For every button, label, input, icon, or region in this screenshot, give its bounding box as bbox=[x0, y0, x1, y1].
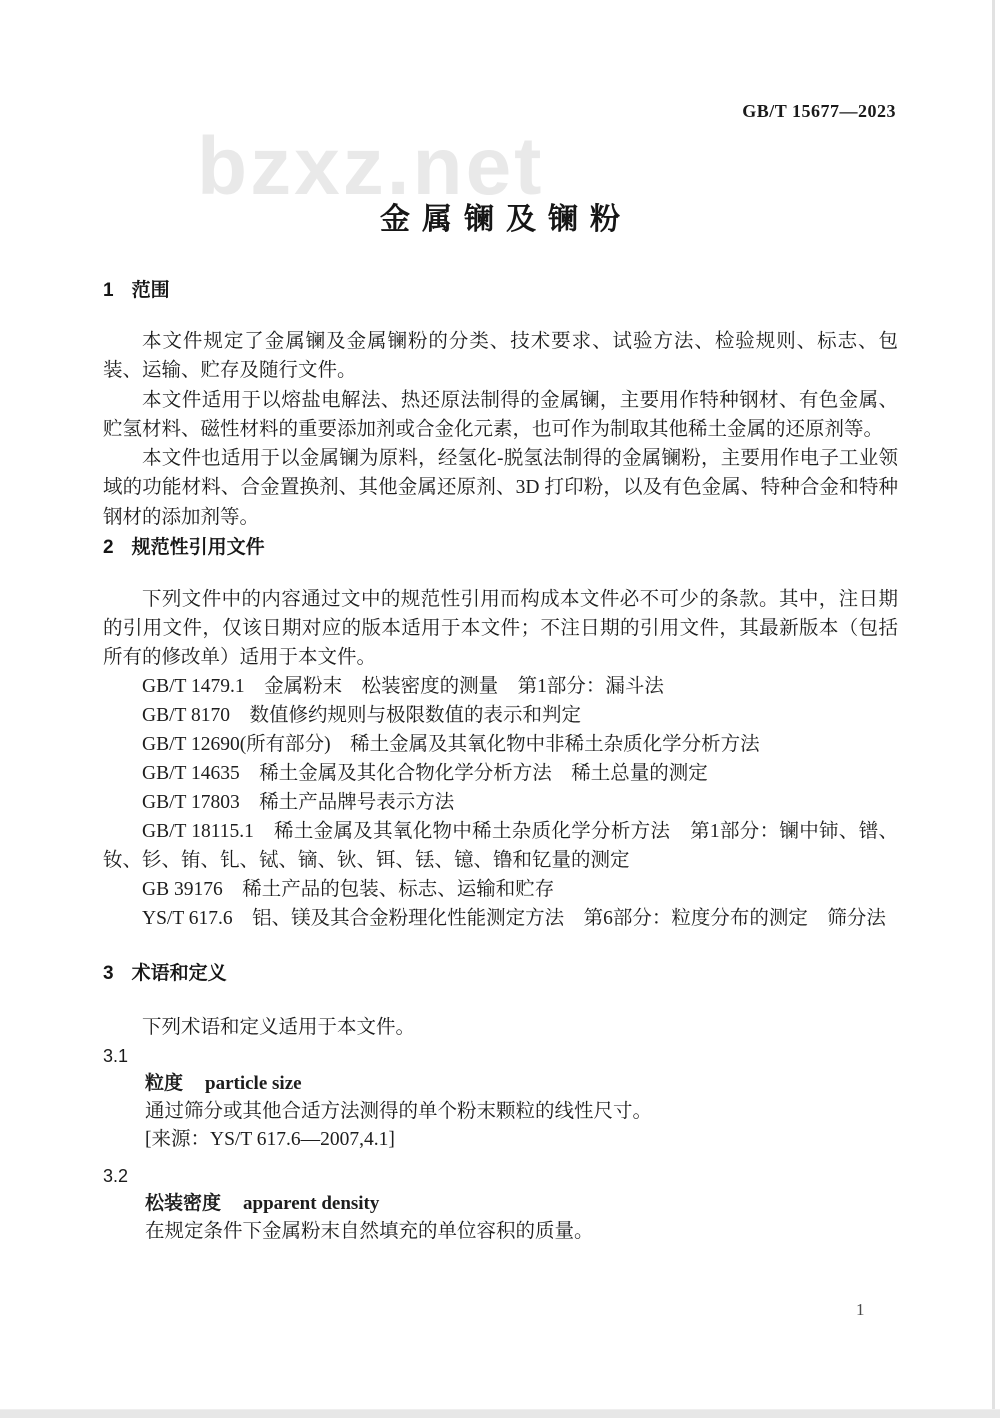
term-en: apparent density bbox=[243, 1193, 380, 1214]
reference-item: GB/T 1479.1 金属粉末 松装密度的测量 第1部分：漏斗法 bbox=[142, 676, 664, 697]
paragraph: 下列术语和定义适用于本文件。 bbox=[142, 1017, 416, 1038]
reference-item: GB/T 14635 稀土金属及其化合物化学分析方法 稀土总量的测定 bbox=[142, 763, 708, 784]
section-3-heading bbox=[103, 958, 227, 985]
section-title: 范围 bbox=[131, 280, 170, 301]
normative-references bbox=[103, 585, 898, 933]
section-number: 1 bbox=[103, 280, 114, 301]
term-zh: 粒度 bbox=[145, 1073, 184, 1094]
paragraph: 本文件也适用于以金属镧为原料，经氢化-脱氢法制得的金属镧粉，主要用作电子工业领域的功能材料、合金置换剂、其他金属还原剂、3D 打印粉，以及有色金属、特种合金和特种钢材的添加剂等。 bbox=[103, 448, 898, 528]
reference-item: GB/T 18115.1 稀土金属及其氧化物中稀土杂质化学分析方法 第1部分：镧中铈、镨、钕、钐、铕、钆、铽、镝、钬、铒、铥、镱、镥和钇量的测定 bbox=[103, 821, 898, 871]
scope-paragraphs bbox=[103, 327, 898, 532]
reference-item: YS/T 617.6 铝、镁及其合金粉理化性能测定方法 第6部分：粒度分布的测定 筛分法 bbox=[142, 908, 886, 929]
page-right-edge bbox=[992, 0, 995, 1418]
section-number: 2 bbox=[103, 537, 114, 558]
term-source: [来源：YS/T 617.6—2007,4.1] bbox=[145, 1129, 395, 1150]
term-definition: 通过筛分或其他合适方法测得的单个粉末颗粒的线性尺寸。 bbox=[145, 1101, 653, 1122]
term-en: particle size bbox=[205, 1073, 302, 1094]
standard-code: GB/T 15677—2023 bbox=[742, 101, 896, 121]
term-line bbox=[103, 1190, 898, 1218]
section-1-heading bbox=[103, 275, 170, 302]
section-2-heading bbox=[103, 532, 265, 559]
reference-item: GB/T 8170 数值修约规则与极限数值的表示和判定 bbox=[142, 705, 581, 726]
term-zh: 松装密度 bbox=[145, 1193, 222, 1214]
reference-item: GB 39176 稀土产品的包装、标志、运输和贮存 bbox=[142, 879, 555, 900]
reference-item: GB/T 17803 稀土产品牌号表示方法 bbox=[142, 792, 455, 813]
term-clause-3-1 bbox=[103, 1042, 898, 1154]
page-bottom-edge bbox=[0, 1409, 1000, 1418]
term-clause-3-2 bbox=[103, 1162, 898, 1246]
paragraph: 下列文件中的内容通过文中的规范性引用而构成本文件必不可少的条款。其中，注日期的引用文件，仅该日期对应的版本适用于本文件；不注日期的引用文件，其最新版本（包括所有的修改单）适用于本文件。 bbox=[103, 589, 898, 668]
paragraph: 本文件适用于以熔盐电解法、热还原法制得的金属镧，主要用作特种钢材、有色金属、贮氢材料、磁性材料的重要添加剂或合金化元素，也可作为制取其他稀土金属的还原剂等。 bbox=[103, 389, 898, 440]
clause-number: 3.2 bbox=[103, 1166, 129, 1186]
terms-intro bbox=[103, 1013, 898, 1042]
section-title: 术语和定义 bbox=[131, 963, 227, 984]
paragraph: 本文件规定了金属镧及金属镧粉的分类、技术要求、试验方法、检验规则、标志、包装、运输、贮存及随行文件。 bbox=[103, 331, 898, 382]
document-title: 金属镧及镧粉 bbox=[380, 203, 632, 236]
watermark: bzxz.net bbox=[197, 121, 545, 212]
section-number: 3 bbox=[103, 963, 114, 984]
reference-item: GB/T 12690(所有部分) 稀土金属及其氧化物中非稀土杂质化学分析方法 bbox=[142, 734, 760, 755]
section-title: 规范性引用文件 bbox=[131, 537, 265, 558]
clause-number: 3.1 bbox=[103, 1046, 129, 1066]
page-number: 1 bbox=[856, 1300, 865, 1319]
term-line bbox=[103, 1070, 898, 1098]
term-definition: 在规定条件下金属粉末自然填充的单位容积的质量。 bbox=[145, 1221, 594, 1242]
